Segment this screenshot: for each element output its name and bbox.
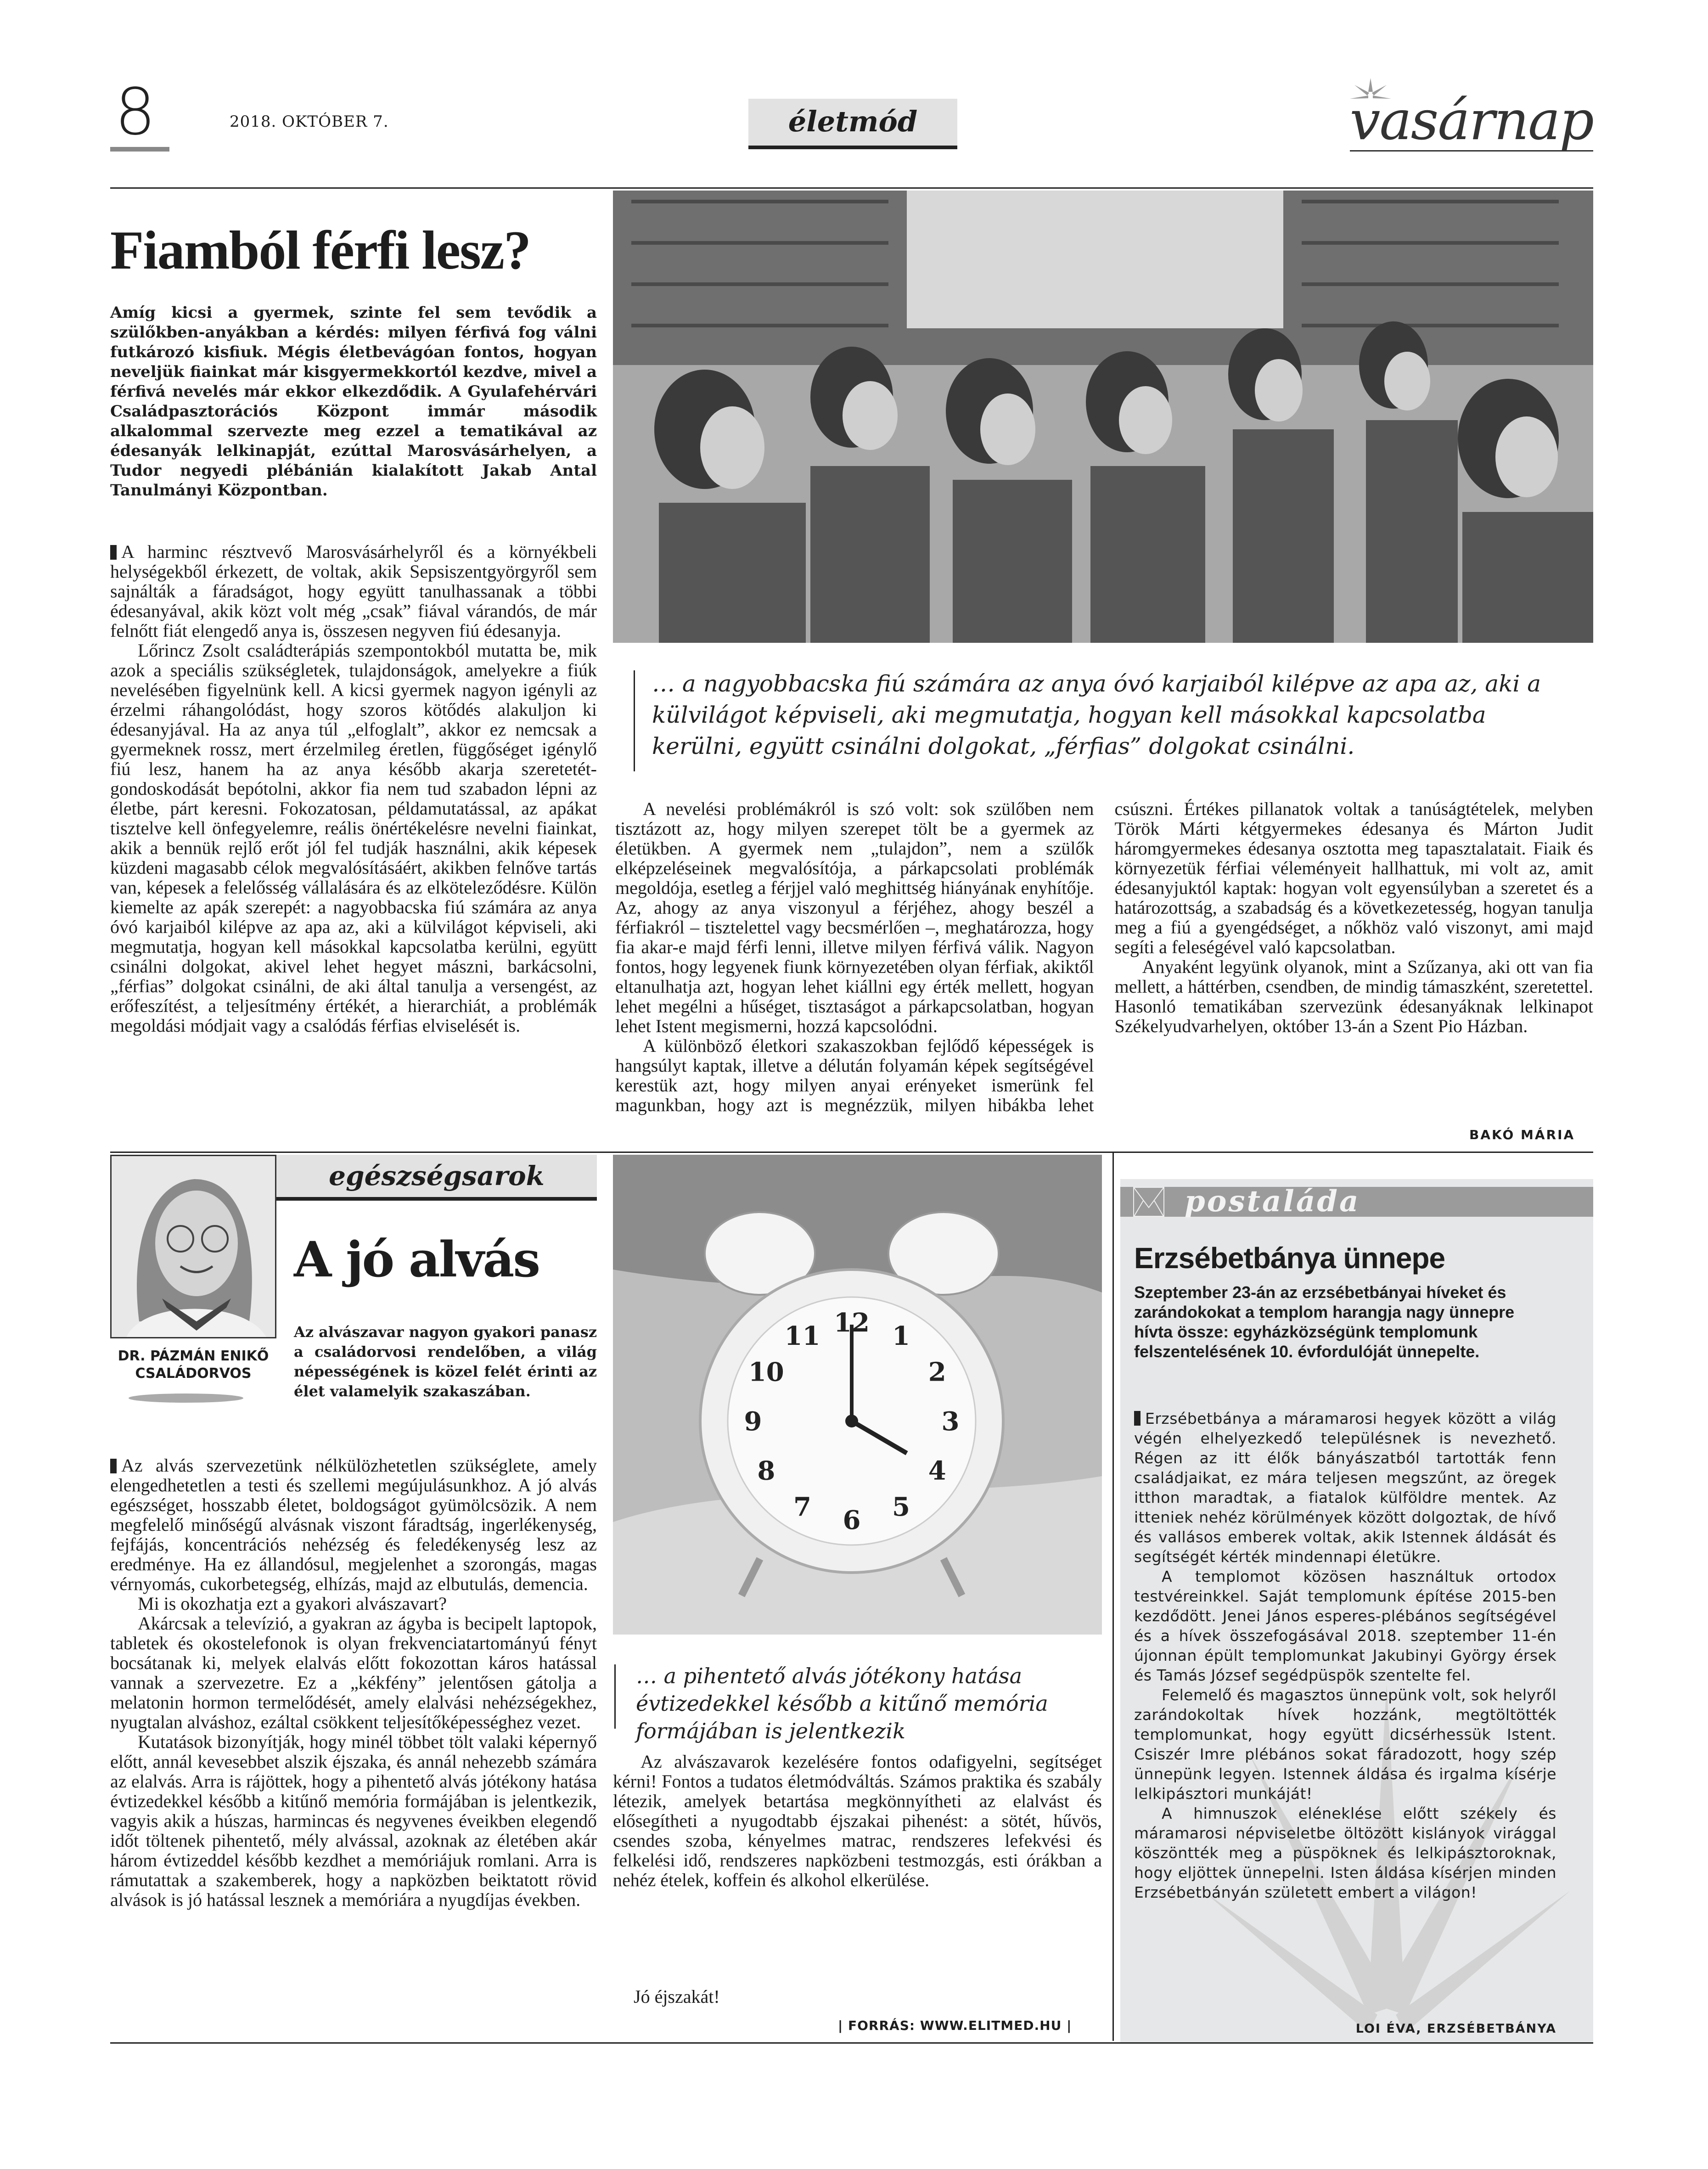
mailbox-lead: Szeptember 23-án az erzsébetbányai híveket és zarándokokat a templom harangja nagy ünnepre hívta össze: egyházközségünk templomunk felszentelésének 10. évfordulóját ünnepelte. bbox=[1134, 1283, 1515, 1361]
paragraph: A himnuszok eléneklése előtt székely és máramarosi népviseletbe öltözött kislányok virággal köszöntték meg a püspöknek és lelkipásztoroknak, hogy eljöttek ünnepelni. Isten áldása kísérjen minden Erzsébetbányán született embert a világon! bbox=[1134, 1804, 1556, 1901]
health-closing: Jó éjszakát! bbox=[634, 1986, 720, 2007]
envelope-icon bbox=[1133, 1187, 1165, 1217]
article-body-col1 bbox=[110, 542, 597, 1035]
paragraph: Az alvászavarok kezelésére fontos odafigyelni, segítséget kérni! Fontos a tudatos életmódváltás. Számos praktika és szabály létezik, amelyek betartása megkönnyítheti az elalvást és elősegítheti a nyugodtabb éjszakai pihenést: a sötét, hűvös, csendes szoba, kényelmes matrac, rendszeres lefekvési és felkelési idő, rendszeres napközbeni testmozgás, esti órákban a nehéz ételek, koffein és alkohol elkerülése. bbox=[613, 1751, 1102, 1890]
paragraph-marker bbox=[110, 1459, 117, 1473]
paragraph: Anyaként legyünk olyanok, mint a Szűzanya, aki ott van fia mellett, a háttérben, csendben, de mindig támaszként, szeretettel. Hasonló tematikában szervezünk édesanyáknak lelkinapot Székelyudvarhelyen, október 13-án a Szent Pio Házban. bbox=[1114, 956, 1593, 1036]
article-lead: Amíg kicsi a gyermek, szinte fel sem tevődik a szülőkben-anyákban a kérdés: milyen férfivá fog válni futkározó kisfiuk. Mégis életbevágóan fontos, hogyan neveljük fiainkat már kisgyermekkortól kezdve, mivel a férfivá nevelés már ekkor elkezdődik. A Gyulafehérvári Családpasztorációs Központ immár második alkalommal szervezte meg ezzel a tematikával az édesanyák lelkinapját, ezúttal Marosvásárhelyen, a Tudor negyedi plébánián kialakított Jakab Antal Tanulmányi Központban. bbox=[110, 303, 597, 500]
mailbox-rubric: postaláda bbox=[1185, 1184, 1360, 1219]
section-rubric: életmód bbox=[748, 99, 957, 149]
health-rubric: egészségsarok bbox=[276, 1155, 597, 1201]
paragraph: A nevelési problémákról is szó volt: sok szülőben nem tisztázott az, hogy milyen szerepet tölt be a gyermek az életükben. A gyermek nem „tulajdon”, nem a szülők elképzeléseinek megvalósítója, a párkapcsolati problémák megoldója, esetleg a férjjel való meghittség hiányának enyhítője. Az, ahogy az anya viszonyul a férjéhez, ahogy beszél a férfiakról – tisztelettel vagy becsmérlően –, meghatározza, hogy fia akar-e majd férfi lenni, illetve milyen férfivá válik. Nagyon fontos, hogy legyenek fiunk környezetében olyan férfiak, akiktől eltanulhatja azt, hogyan lehet kiállni egy érték mellett, hogyan lehet megélni a hűséget, tisztaságot a párkapcsolatban, hogyan lehet Istent megismerni, hozzá kapcsolódni. bbox=[615, 798, 1094, 1036]
paragraph: Felemelő és magasztos ünnepünk volt, sok helyről zarándokoltak hívek hozzánk, megtöltötték templomunkat, hogy együtt dicsérhessük Istent. Csiszér Imre plébános sokat fáradozott, hogy szép ünnepünk legyen. Istennek áldása és irgalma kísérje lelkipásztori munkáját! bbox=[1134, 1686, 1556, 1803]
header-rule bbox=[110, 187, 1593, 189]
clock-numeral: 5 bbox=[892, 1492, 910, 1523]
mailbox-author: LOI ÉVA, ERZSÉBETBÁNYA bbox=[1355, 2022, 1556, 2036]
mailbox-rubric-bar bbox=[1120, 1184, 1593, 1219]
alarm-clock-image bbox=[613, 1155, 1102, 1635]
clock-numeral: 1 bbox=[892, 1321, 910, 1351]
mailbox-title: Erzsébetbánya ünnepe bbox=[1134, 1242, 1445, 1275]
article-author: BAKÓ MÁRIA bbox=[1469, 1127, 1575, 1142]
mailbox-body bbox=[1134, 1409, 1556, 1902]
clock-numeral: 10 bbox=[748, 1357, 784, 1388]
paragraph: Mi is okozhatja ezt a gyakori alvászavart? bbox=[138, 1593, 447, 1614]
newspaper-logo: vasárnap bbox=[1322, 78, 1593, 152]
health-body2 bbox=[613, 1752, 1102, 1890]
audience-image bbox=[613, 191, 1593, 643]
paragraph: Lőrincz Zsolt családterápiás szempontokból mutatta be, mik azok a speciális szükségletek, tulajdonságok, amelyekre a fiúk nevelésében figyelnünk kell. A kicsi gyermek nagyon igényli az érzelmi ráhangolódást, hogy szoros kötődés alakuljon ki édesanyjával. Ha az anya túl „elfoglalt”, akkor ez nemcsak a gyermeknek rossz, mert érzelmileg éretlen, függőséget igénylő fiú lesz, hanem ha az anya később akarja szeretetét-gondoskodását bepótolni, akkor fia nem tud szabadon lépni az életbe, párt keresni. Fokozatosan, példamutatással, az apákat tisztelve kell önfegyelemre, reális önértékelésre nevelni fiainkat, akik a bennük rejlő erőt jól fel tudják használni, akik képesek küzdeni magasabb célok megvalósításáért, akikben felnőve tartás van, képesek a felelősség vállalására és az elköteleződésre. Külön kiemelte az apák szerepét: a nagyobbacska fiú számára az anya óvó karjaiból kilépve az apa az, aki a külvilágot képviseli, aki megmutatja, hogyan kell másokkal kapcsolatba kerülni, együtt csinálni dolgokat, akivel lehet hegyet mászni, barkácsolni, „férfias” dolgokat csinálni, de aki által tanulja a versengést, az erőfeszítést, a teljesítmény értékét, a hierarchiát, a problémák megoldási módjait vagy a csalódás férfias elviselését is. bbox=[110, 640, 597, 1036]
article-body-col23 bbox=[615, 799, 1593, 1129]
clock-numeral: 6 bbox=[843, 1505, 861, 1535]
clock-numeral: 11 bbox=[784, 1321, 820, 1351]
mailbox-box bbox=[1120, 1179, 1593, 2042]
clock-numeral: 8 bbox=[757, 1455, 775, 1486]
clock-numeral: 9 bbox=[744, 1406, 762, 1437]
pull-quote-bar bbox=[634, 670, 635, 771]
health-lead: Az alvászavar nagyon gyakori panasz a családorvosi rendelőben, a világ népességének is közel felét érinti az élet valamelyik szakaszában. bbox=[294, 1323, 597, 1400]
paragraph: Kutatások bizonyítják, hogy minél többet tölt valaki képernyő előtt, annál kevesebbet alszik éjszaka, és annál nehezebb számára az elalvás. Arra is rájöttek, hogy a pihentető alvás jótékony hatása évtizedekkel később a kitűnő memória formájában is jelentkezik, vagyis akik a húszas, harmincas és negyvenes éveikben elegendő időt töltenek pihentető, mély alvással, azoknak az életében akár három évtizeddel később kezdhet a memóriájuk romlani. Arra is rámutattak a szakemberek, hogy a napközben beiktatott rövid alvások is jó hatással lesznek a memóriára a nyugdíjas években. bbox=[110, 1731, 597, 1910]
column-divider bbox=[1112, 1152, 1114, 2041]
workshop-photo bbox=[613, 191, 1593, 643]
health-source: | FORRÁS: WWW.ELITMED.HU | bbox=[838, 2018, 1072, 2033]
paragraph: Akárcsak a televízió, a gyakran az ágyba is becipelt laptopok, tabletek és okostelefonok is olyan frekvenciatartományú fényt bocsátanak ki, melyek elalvás előtt fokozottan káros hatással vannak a szervezetre. Ez a „kékfény” jelentősen gátolja a melatonin hormon termelődését, amely elalvási nehézségekhez, nyugtalan alváshoz, ezáltal csökkent teljesítőképességhez vezet. bbox=[110, 1613, 597, 1732]
paragraph-marker bbox=[1134, 1411, 1141, 1426]
section-rule bbox=[110, 1152, 1593, 1153]
paragraph: A templomot közösen használtuk ortodox testvéreinkkel. Saját templomunk építése 2015-ben kezdődött. Jenei János esperes-plébános segítségével és a hívek összefogásával 2018. szeptember 11-én újonnan épült templomunkat Jakubinyi György érsek és Tamás József segédpüspök szentelte fel. bbox=[1134, 1568, 1556, 1684]
pull-quote-bar bbox=[614, 1664, 616, 1729]
pull-quote: … a nagyobbacska fiú számára az anya óvó karjaiból kilépve az apa az, aki a külvilágot képviseli, aki megmutatja, hogyan kell másokkal kapcsolatba kerülni, együtt csinálni dolgokat, „férfias” dolgokat csinálni. bbox=[652, 670, 1541, 759]
paragraph: A harminc résztvevő Marosvásárhelyről és a környékbeli helységekből érkezett, de voltak, akik Sepsiszentgyörgyről sem sajnálták a fáradságot, hogy együtt tanulhassanak a többi édesanyával, akik közt volt még „csak” fiával várandós, de már felnőtt fiát elengedő anya is, összesen negyven fiú édesanyja. bbox=[110, 541, 597, 641]
portrait-image bbox=[112, 1156, 276, 1338]
clock-numeral: 7 bbox=[793, 1492, 811, 1523]
health-author: DR. PÁZMÁN ENIKŐ CSALÁDORVOS bbox=[118, 1348, 269, 1382]
health-body bbox=[110, 1455, 597, 1910]
health-title: A jó alvás bbox=[294, 1231, 539, 1288]
caption-shadow bbox=[129, 1394, 243, 1403]
clock-numeral: 2 bbox=[928, 1357, 946, 1388]
clock-numeral: 12 bbox=[834, 1308, 870, 1338]
page-number: 8 bbox=[110, 78, 169, 152]
paragraph-marker bbox=[110, 545, 117, 560]
paragraph: A különböző életkori szakaszokban fejlődő képességek is hangsúlyt kaptak, illetve a délután folyamán képek segítségével kerestük azt, hogy milyen anyai erényeket ismerünk fel magunkban, hogy azt is megnézzük, milyen hibákba lehet csúszni. Értékes pillanatok voltak a tanúságtételek, melyben Török Márti kétgyermekes édesanya és Márton Judit háromgyermekes édesanya osztotta meg tapasztalatait. Fiaik és környezetük férfiai véleményeit hallhattuk, mi volt az, amit édesanyjuktól kaptak: hogyan volt egyensúlyban a szeretet és a határozottság, a szabadság és a következetesség, hogyan tanulja meg a fiú a gyengédséget, a nőkhöz való viszonyt, ami majd segíti a feleségével való kapcsolatban. bbox=[615, 798, 1593, 1115]
clock-numeral: 4 bbox=[928, 1455, 946, 1486]
paragraph: Erzsébetbánya a máramarosi hegyek között a világ végén elhelyezkedő településnek is nevezhető. Régen az itt élők bányászatból tartották fenn családjaikat, ez mára teljesen megszűnt, az öregek itthon maradtak, a fiatalok külföldre mentek. Az itteniek nehéz körülmények között dolgoztak, de hívő és vallásos emberek voltak, akik Istennek áldását és segítségét kérték mindennapi életükre. bbox=[1134, 1410, 1556, 1566]
alarm-clock-photo bbox=[613, 1155, 1102, 1635]
clock-numeral: 3 bbox=[941, 1406, 960, 1437]
footer-rule bbox=[110, 2042, 1593, 2044]
article-title: Fiamból férfi lesz? bbox=[110, 219, 531, 281]
health-pull-quote: … a pihentető alvás jótékony hatása évtizedekkel később a kitűnő memória formájában is jelentkezik bbox=[636, 1663, 1048, 1743]
issue-date: 2018. OKTÓBER 7. bbox=[230, 112, 389, 131]
author-portrait bbox=[110, 1155, 276, 1338]
paragraph: Az alvás szervezetünk nélkülözhetetlen szükséglete, amely elengedhetetlen a testi és szellemi megújulásunkhoz. A jó alvás egészséget, hosszabb életet, boldogságot gyümölcsözik. A nem megfelelő minőségű alvásnak viszont fáradtság, ingerlékenység, fejfájás, koncentrációs nehézség és feledékenység lesz az eredménye. Ha ez állandósul, megjelenhet a szorongás, magas vérnyomás, cukorbetegség, elhízás, majd az elbutulás, demencia. bbox=[110, 1455, 597, 1594]
